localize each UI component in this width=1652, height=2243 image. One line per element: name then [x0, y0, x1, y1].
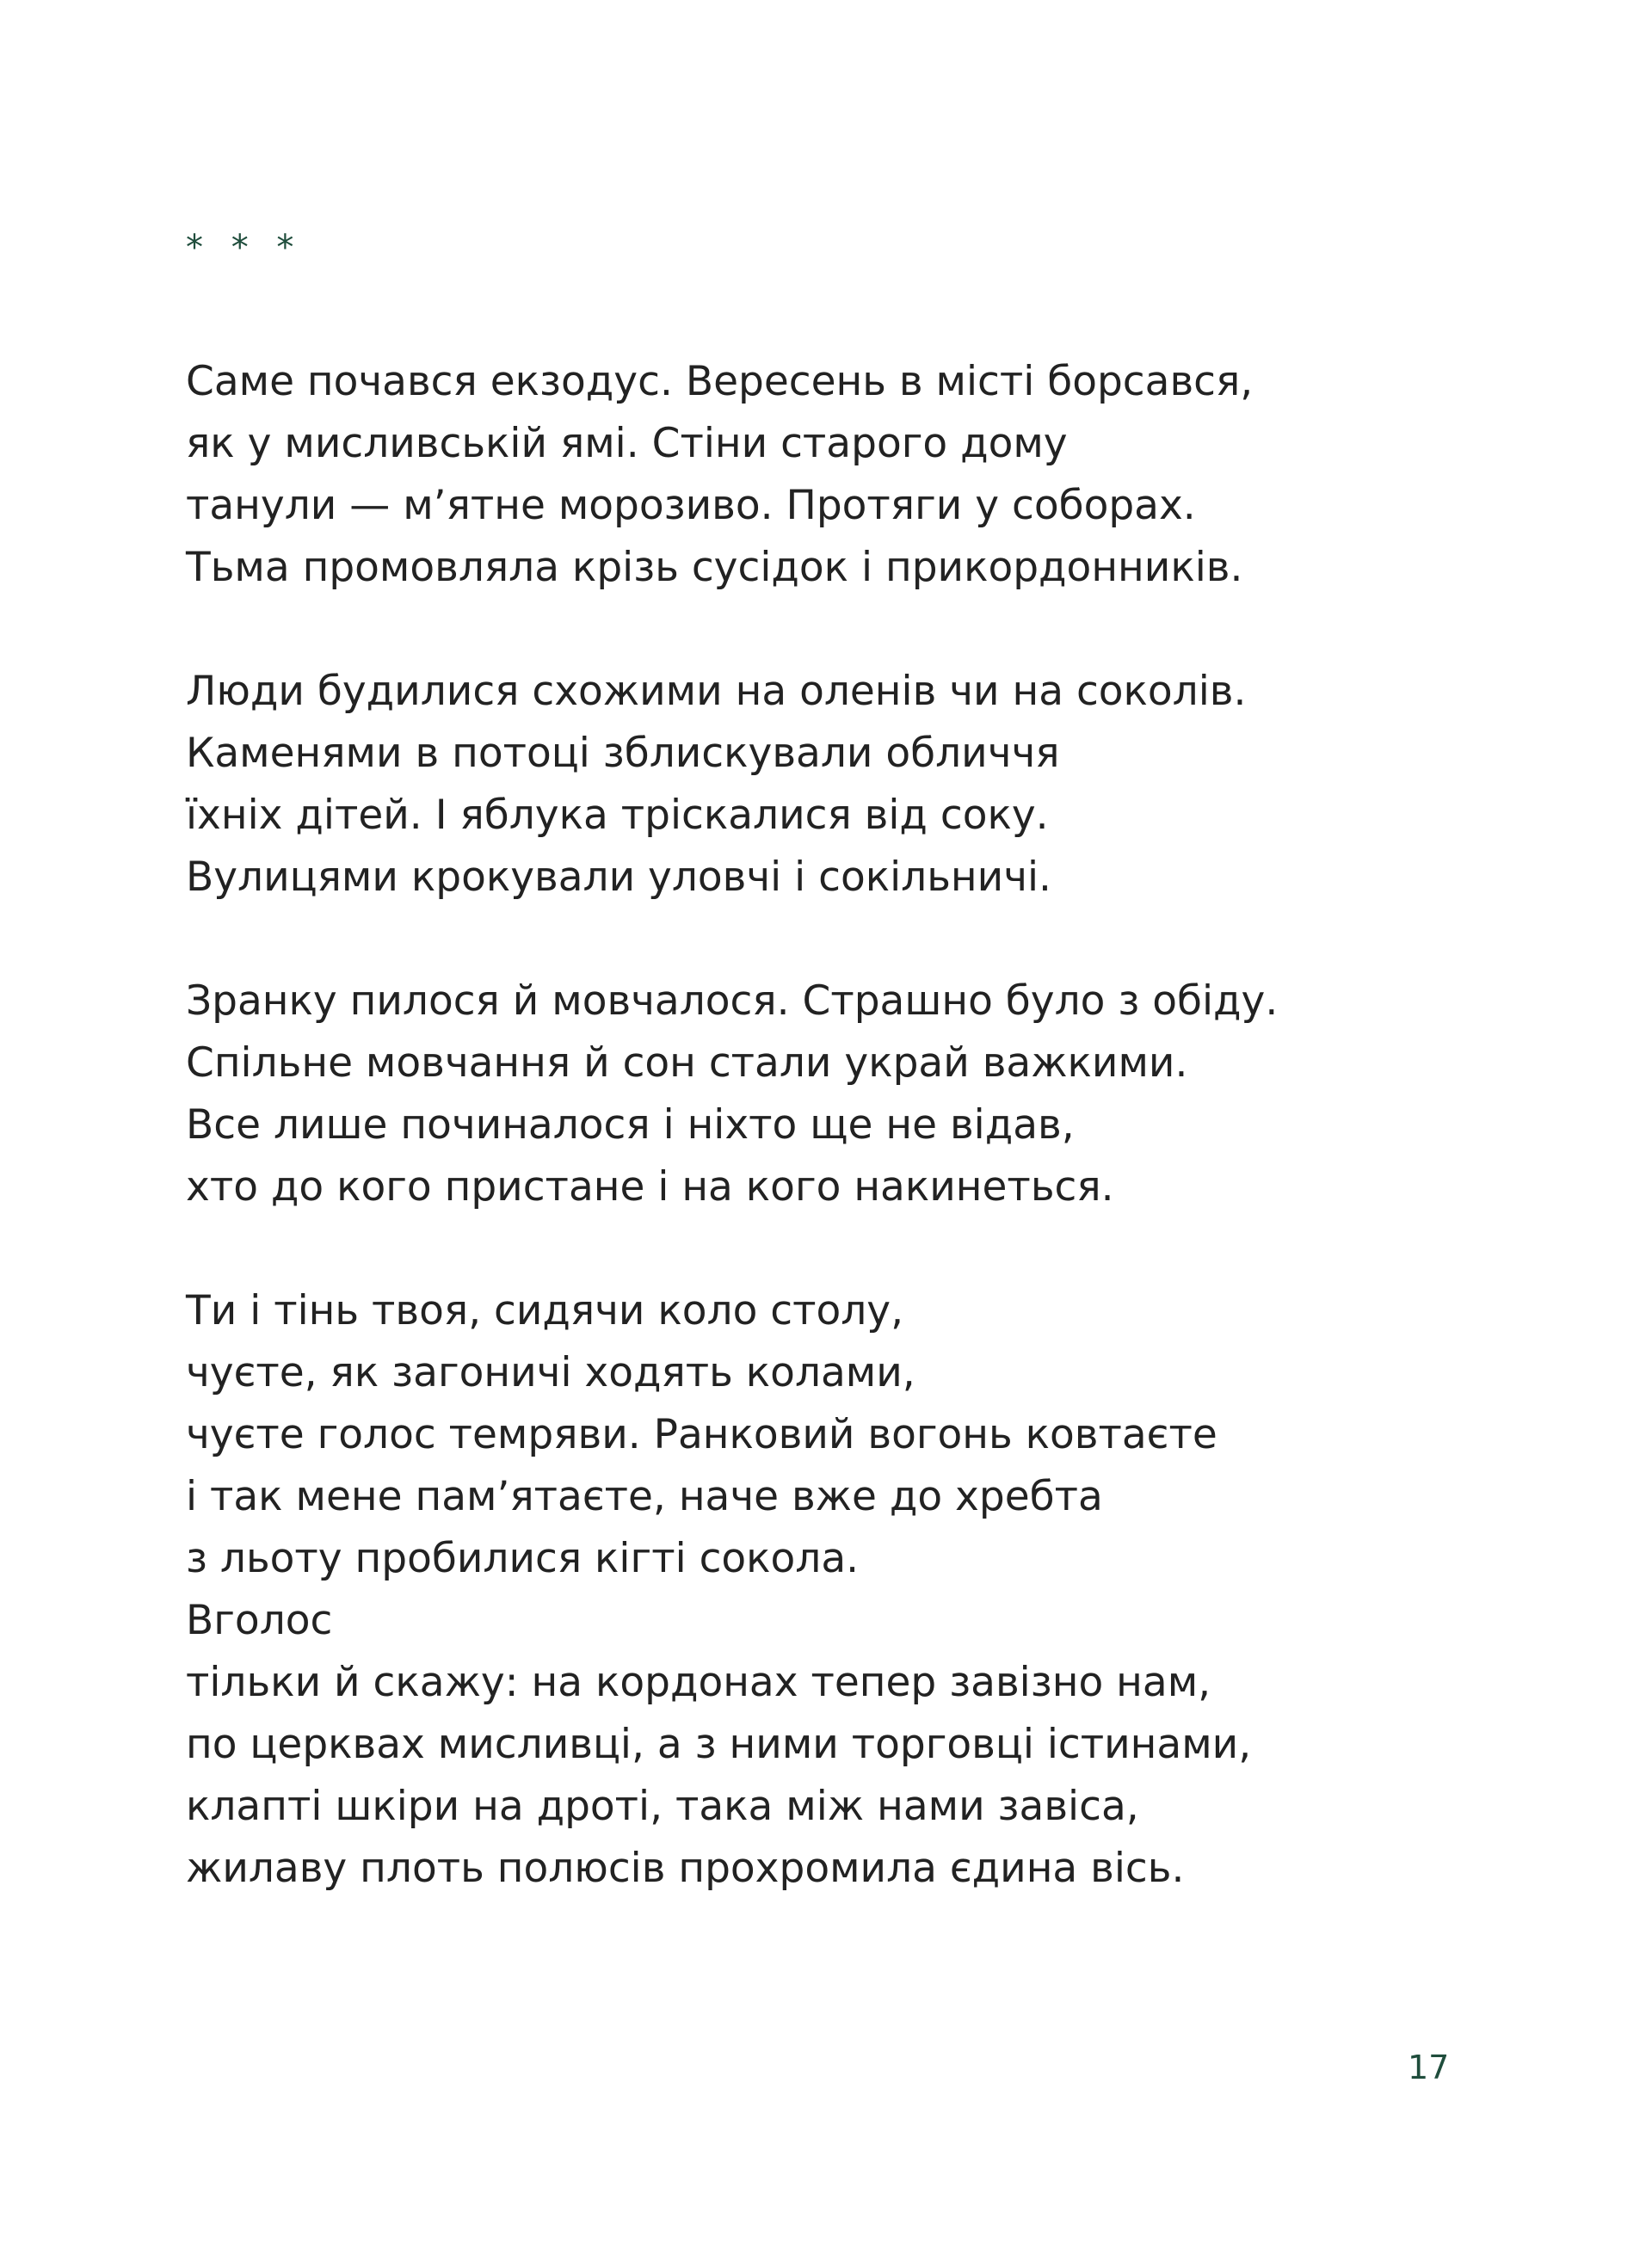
poem-line: клапті шкіри на дроті, така між нами завіса,	[186, 1783, 1139, 1830]
poem-line: Все лише починалося і ніхто ще не відав,	[186, 1101, 1075, 1149]
poem-line: з льоту пробилися кігті сокола.	[186, 1535, 860, 1582]
poem-line: чуєте голос темряви. Ранковий вогонь ковтаєте	[186, 1411, 1217, 1458]
poem-line: Люди будилися схожими на оленів чи на соколів.	[186, 668, 1247, 715]
poem-line: Каменями в потоці зблискували обличчя	[186, 730, 1060, 777]
poem-line: хто до кого пристане і на кого накинеться.	[186, 1163, 1114, 1211]
poem-line: Тьма промовляла крізь сусідок і прикордонників.	[186, 544, 1243, 591]
poem-line: жилаву плоть полюсів прохромила єдина вісь.	[186, 1845, 1185, 1892]
poem-line: Ти і тінь твоя, сидячи коло столу,	[186, 1287, 904, 1334]
poem-line: і так мене пам’ятаєте, наче вже до хребта	[186, 1473, 1103, 1520]
poem-line: тільки й скажу: на кордонах тепер завізно нам,	[186, 1659, 1211, 1706]
stanza-2	[186, 661, 1476, 909]
stanza-1	[186, 351, 1476, 599]
section-separator: * * *	[186, 228, 303, 268]
poem-line: Саме почався екзодус. Вересень в місті борсався,	[186, 358, 1254, 405]
poem-line: їхніх дітей. І яблука тріскалися від соку.	[186, 792, 1049, 839]
poem-line: Спільне мовчання й сон стали украй важкими.	[186, 1039, 1188, 1087]
page-number: 17	[1408, 2049, 1450, 2086]
poem-line: Вголос	[186, 1597, 333, 1644]
poem-line: танули — м’ятне морозиво. Протяги у соборах.	[186, 482, 1196, 529]
stanza-4	[186, 1280, 1476, 1900]
stanza-3	[186, 971, 1476, 1218]
poem-line: Вулицями крокували уловчі і сокільничі.	[186, 853, 1051, 901]
poem-line: чуєте, як загоничі ходять колами,	[186, 1349, 915, 1396]
poem	[186, 351, 1476, 1900]
poem-line: по церквах мисливці, а з ними торговці істинами,	[186, 1721, 1252, 1768]
poem-line: як у мисливській ямі. Стіни старого дому	[186, 420, 1068, 467]
poem-line: Зранку пилося й мовчалося. Страшно було з обіду.	[186, 977, 1279, 1025]
